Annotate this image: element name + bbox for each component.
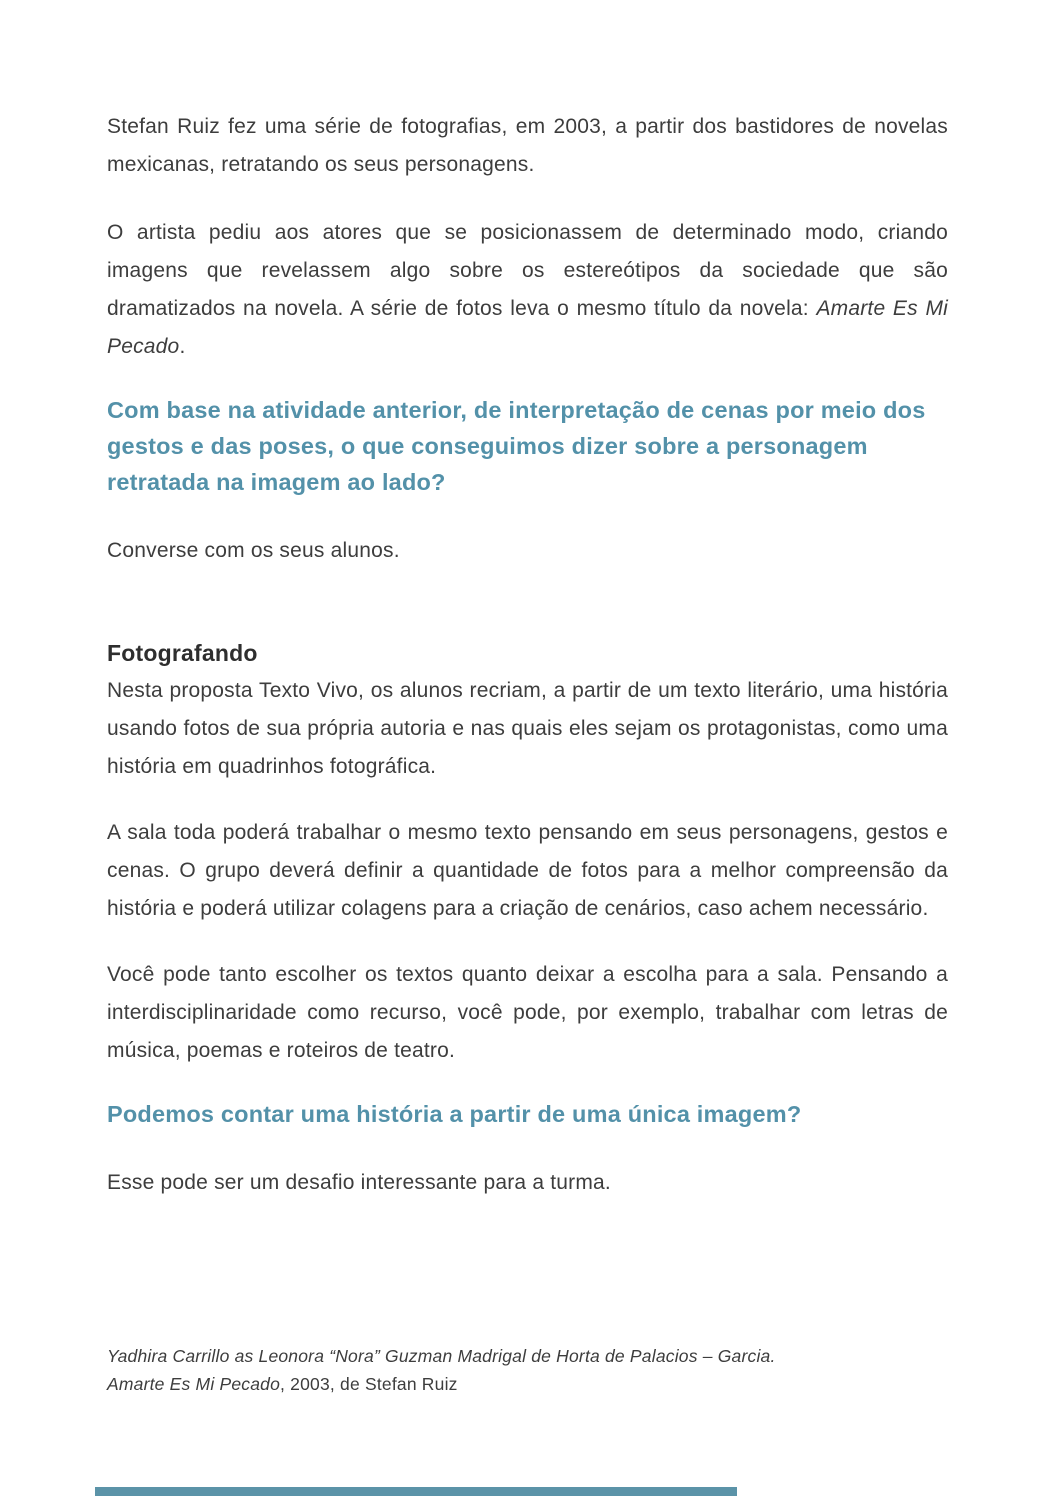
question-heading-2: Podemos contar uma história a partir de uma única imagem? [107, 1101, 802, 1127]
photo-caption-line2 [107, 1370, 948, 1398]
page-content [107, 108, 948, 1232]
question-heading-1: Com base na atividade anterior, de interpretação de cenas por meio dos gestos e das poses, o que conseguimos dizer sobre a personagem retratada na imagem ao lado? [107, 397, 926, 495]
intro-paragraph: Stefan Ruiz fez uma série de fotografias, em 2003, a partir dos bastidores de novelas mexicanas, retratando os seus personagens. [107, 115, 948, 176]
proposta-paragraph: Nesta proposta Texto Vivo, os alunos recriam, a partir de um texto literário, uma história usando fotos de sua própria autoria e nas quais eles sejam os protagonistas, como uma história em quadrinhos fotográfica. [107, 679, 948, 778]
sala-paragraph: A sala toda poderá trabalhar o mesmo texto pensando em seus personagens, gestos e cenas. O grupo deverá definir a quantidade de fotos para a melhor compreensão da história e poderá utilizar colagens para a criação de cenários, caso achem necessário. [107, 821, 948, 920]
photo-caption-title-italic: Amarte Es Mi Pecado [107, 1374, 281, 1394]
converse-paragraph: Converse com os seus alunos. [107, 539, 400, 562]
desafio-paragraph: Esse pode ser um desafio interessante para a turma. [107, 1171, 611, 1194]
photo-caption-credit: , 2003, de Stefan Ruiz [280, 1374, 458, 1394]
novela-title-italic: Amarte Es Mi Pecado [107, 297, 948, 358]
escolha-paragraph: Você pode tanto escolher os textos quanto deixar a escolha para a sala. Pensando a interdisciplinaridade como recurso, você pode, por exemplo, trabalhar com letras de música, poemas e roteiros de teatro. [107, 963, 948, 1062]
artist-paragraph-end: . [179, 335, 186, 358]
photo-caption-line1: Yadhira Carrillo as Leonora “Nora” Guzman Madrigal de Horta de Palacios – Garcia. [107, 1346, 776, 1366]
artist-paragraph-text: O artista pediu aos atores que se posicionassem de determinado modo, criando imagens que revelassem algo sobre os estereótipos da sociedade que são dramatizados na novela. A série de fotos leva o mesmo título da novela: [107, 221, 948, 320]
photo-caption [107, 1342, 948, 1398]
section-title-fotografando: Fotografando [107, 640, 258, 666]
artist-paragraph [107, 214, 948, 366]
footer-accent-bar [95, 1487, 737, 1496]
